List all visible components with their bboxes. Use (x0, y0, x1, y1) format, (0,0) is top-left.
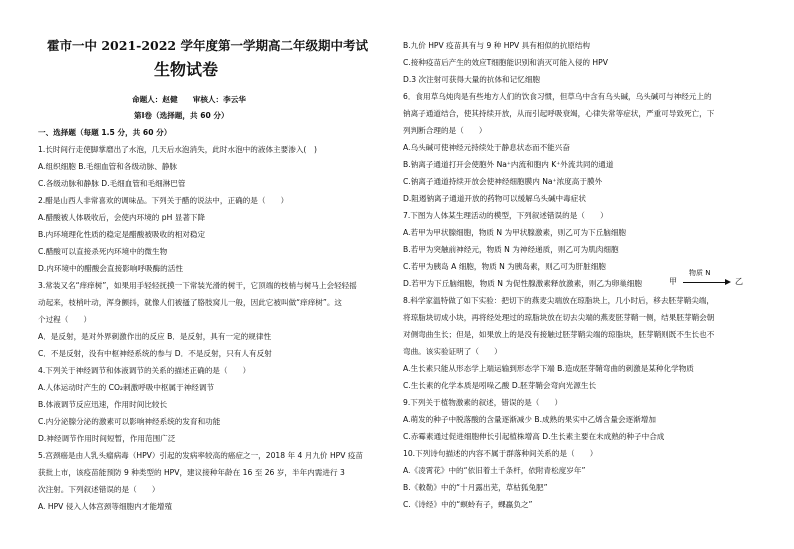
question-line: B.内环境理化性质的稳定是醋酸被吸收的相对稳定 (38, 230, 206, 239)
question-line: B.《敕勒》中的“十月露出芜，草枯狐兔肥” (403, 483, 548, 492)
part-heading: 一、选择题（每题 1.5 分，共 60 分） (38, 128, 172, 137)
question-line: 钠离子通道结合，使其持续开放，从而引起呼吸衰竭，心律失常等症状，严重可导致死亡，下 (403, 109, 715, 118)
question-line: D.神经调节作用时间短暂，作用范围广泛 (38, 434, 176, 443)
question-line: C.生长素的化学本质是吲哚乙酸 D.胚芽鞘会弯向光源生长 (403, 381, 597, 390)
question-line: C.内分泌腺分泌的激素可以影响神经系统的发育和功能 (38, 417, 221, 426)
question-line: 弯曲。该实验证明了（ ） (403, 347, 502, 356)
question-line: D.若甲为下丘脑细胞，物质 N 为促性腺激素释放激素，则乙为卵巢细胞 (403, 279, 642, 288)
question-line: C．不是反射，没有中枢神经系统的参与 D．不是反射，只有人有反射 (38, 349, 272, 358)
question-line: 个过程（ ） (38, 315, 92, 324)
question-line: 次注射。下列叙述错误的是（ ） (38, 485, 160, 494)
question-line: 2.醋是山西人非常喜欢的调味品。下列关于醋的说法中，正确的是（ ） (38, 196, 289, 205)
question-line: 8.科学家温特做了如下实验：把切下的燕麦尖端放在琼脂块上，几小时后，移去胚芽鞘尖端， (403, 296, 714, 305)
question-line: A.若甲为甲状腺细胞，物质 N 为甲状腺激素，则乙可为下丘脑细胞 (403, 228, 627, 237)
question-line: A．是反射，是对外界刺激作出的反应 B．是反射，具有一定的规律性 (38, 332, 272, 341)
question-line: A.人体运动时产生的 CO₂刺激呼吸中枢属于神经调节 (38, 383, 215, 392)
question-line: C.各级动脉和静脉 D.毛细血管和毛细淋巴管 (38, 179, 186, 188)
question-line: A.醋酸被人体吸收后，会使内环境的 pH 显著下降 (38, 213, 206, 222)
question-line: C.赤霉素通过促进细胞伸长引起植株增高 D.生长素主要在未成熟的种子中合成 (403, 432, 665, 441)
question-line: C.若甲为胰岛 A 细胞，物质 N 为胰岛素，则乙可为肝脏细胞 (403, 262, 606, 271)
question-line: B.体液调节反应迅速，作用时间比较长 (38, 400, 168, 409)
exam-authors: 命题人：赵健 审核人：李云华 (132, 95, 246, 104)
question-line: A.生长素只能从形态学上端运输到形态学下端 B.造成胚芽鞘弯曲的刺激是某种化学物质 (403, 364, 694, 373)
question-line: 对侧弯曲生长；但是，如果放上的是没有接触过胚芽鞘尖端的琼脂块，胚芽鞘则既不生长也不 (403, 330, 715, 339)
question-line: B.若甲为突触前神经元，物质 N 为神经递质，则乙可为肌肉细胞 (403, 245, 619, 254)
question-line: A. HPV 侵入人体宫颈等细胞内才能增殖 (38, 502, 173, 511)
diagram-arrow-label: 物质 N (689, 269, 711, 277)
question-line: B.钠离子通道打开会使胞外 Na⁺内流和胞内 K⁺外流共同的通道 (403, 160, 614, 169)
question-line: 9.下列关于植物激素的叙述，错误的是（ ） (403, 398, 563, 407)
question-line: C.接种疫苗后产生的效应T细胞能识别和消灭可能入侵的 HPV (403, 58, 608, 67)
exam-title: 霍市一中 2021-2022 学年度第一学期高二年级期中考试 (47, 38, 368, 53)
signal-diagram (669, 268, 789, 288)
diagram-node-source: 甲 (669, 277, 677, 286)
question-line: 5.宫颈癌是由人乳头瘤病毒（HPV）引起的发病率较高的癌症之一，2018 年 4 月九价 HPV 疫苗 (38, 451, 364, 460)
question-line: 列判断合理的是（ ） (403, 126, 487, 135)
arrow-right-icon (725, 279, 731, 285)
question-line: D.3 次注射可获得大量的抗体和记忆细胞 (403, 75, 541, 84)
question-line: A.《凌霄花》中的“依旧着土千条杆，依附青松度岁年” (403, 466, 586, 475)
question-line: A.组织细胞 B.毛细血管和各级动脉、静脉 (38, 162, 178, 171)
question-line: C.醋酸可以直接杀死内环境中的微生物 (38, 247, 168, 256)
question-line: 6．食用草乌炖肉是有些地方人们的饮食习惯，但草乌中含有乌头碱，乌头碱可与神经元上的 (403, 92, 712, 101)
question-line: 将琼脂块切成小块，再将经处理过的琼脂块放在切去尖端的燕麦胚芽鞘一侧，结果胚芽鞘会朝 (403, 313, 715, 322)
question-line: 动起来，枝梢叶动，浑身颤抖，就像人们被搔了胳肢窝儿一般，因此它被叫做“痒痒树”。这 (38, 298, 343, 307)
question-line: 1.长时间行走使脚掌磨出了水泡，几天后水泡消失，此时水泡中的液体主要渗入( ) (38, 145, 317, 154)
exam-subject: 生物试卷 (154, 60, 219, 79)
question-line: A.乌头碱可使神经元持续处于静息状态而不能兴奋 (403, 143, 570, 152)
question-line: 4.下列关于神经调节和体液调节的关系的描述正确的是（ ） (38, 366, 251, 375)
question-line: C.《诗经》中的“螟蛉有子，蜾蠃负之” (403, 500, 533, 509)
arrow-line (683, 282, 727, 283)
question-line: A.萌发的种子中脱落酸的含量逐渐减少 B.成熟的果实中乙烯含量会逐渐增加 (403, 415, 656, 424)
diagram-node-target: 乙 (735, 277, 743, 286)
question-line: D.内环境中的醋酸会直接影响呼吸酶的活性 (38, 264, 183, 273)
section-heading: 第Ⅰ卷（选择题，共 60 分） (134, 111, 229, 120)
question-line: 10.下列诗句描述的内容不属于群落种间关系的是（ ） (403, 449, 598, 458)
question-line: 获批上市，该疫苗能预防 9 种类型的 HPV，建议接种年龄在 16 至 26 岁，半年内需进行 3 (38, 468, 345, 477)
question-line: C.钠离子通道持续开放会使神经细胞膜内 Na⁺浓度高于膜外 (403, 177, 603, 186)
question-line: 3.常装又名“痒痒树”，如果用手轻轻抚摸一下常装光滑的树干，它顶端的枝梢与树马上会轻轻摇 (38, 281, 357, 290)
question-line: B.九价 HPV 疫苗具有与 9 种 HPV 具有相似的抗原结构 (403, 41, 590, 50)
question-line: 7.下图为人体某生理活动的模型，下列叙述错误的是（ ） (403, 211, 608, 220)
question-line: D.阻遏钠离子通道开放的药物可以缓解乌头碱中毒症状 (403, 194, 586, 203)
